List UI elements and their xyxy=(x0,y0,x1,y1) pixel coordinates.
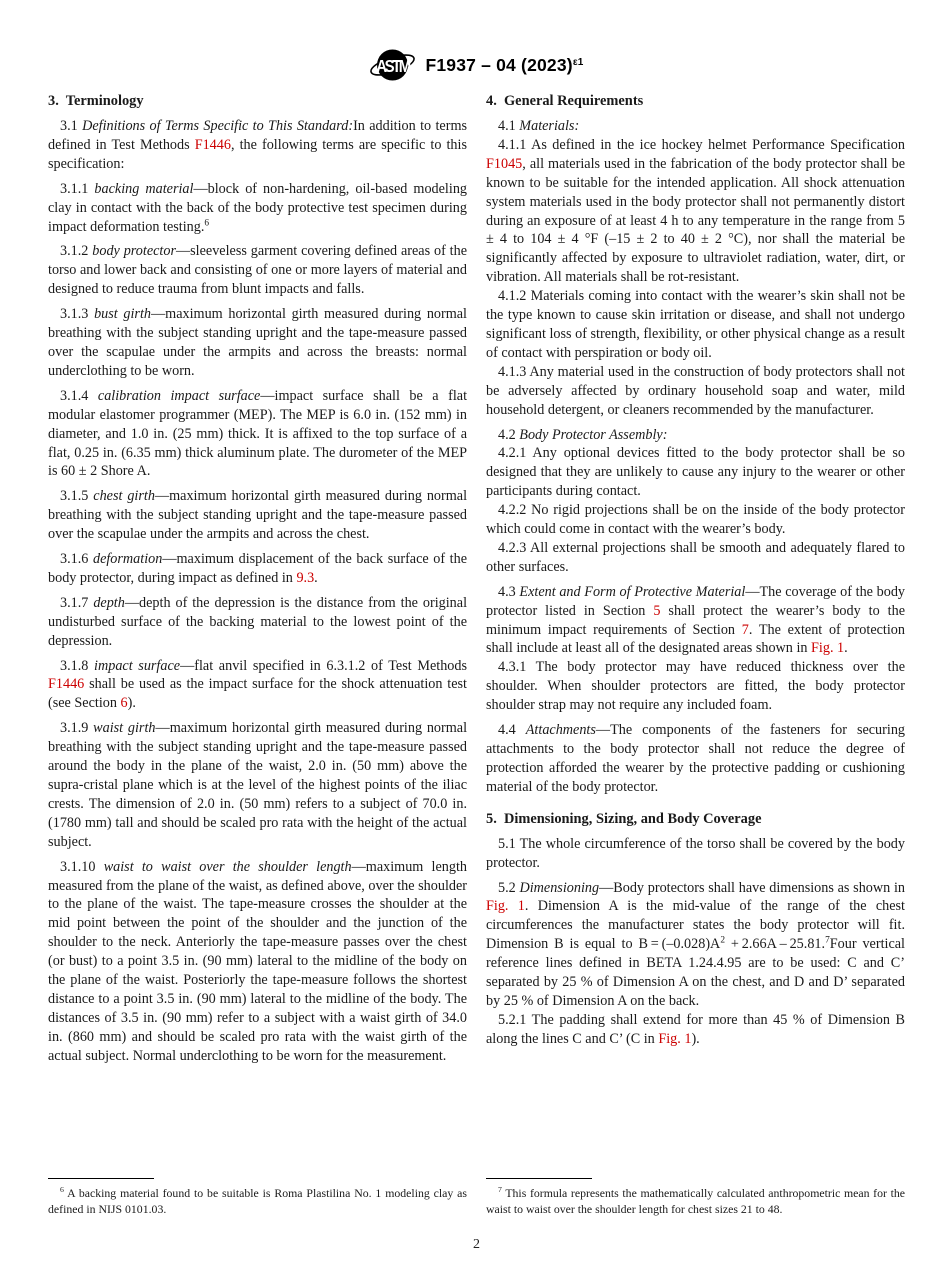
text-run: 3.1.2 xyxy=(60,243,93,260)
text-run: 4.3 xyxy=(498,583,520,600)
text-run: 4.2.1 Any optional devices fitted to the body protector shall be so designed that they are unlikely to cause any injury to the wearer or other participants during contact. xyxy=(486,445,905,500)
text-run: Definitions of Terms Specific to This Standard: xyxy=(82,118,354,134)
text-run: 3.1.8 xyxy=(60,657,95,674)
text-run: Materials: xyxy=(519,118,580,134)
text-run: 5.2 xyxy=(498,879,520,896)
text-run: 4.2 xyxy=(498,426,520,443)
paragraph xyxy=(48,858,467,1066)
text-run: 3.1.1 xyxy=(60,180,95,197)
text-run: 4.2.3 All external projections shall be smooth and adequately flared to other surfaces. xyxy=(486,539,905,575)
paragraph xyxy=(486,117,905,136)
text-run: 3.1.3 xyxy=(60,306,95,323)
text-run: ). xyxy=(127,695,136,712)
text-run: —maximum length measured from the plane of the waist, as defined above, over the shoulder to the plane of the waist. The tape-measure crosses the shoulder at the mid point between the point of the shoulder and the junction of the shoulder to the neck. Anteriorly the tape-measure passes over the chest (or bust) to a point 3.5 in. (90 mm) lateral to the midline of the body on the plane of the waist. Posteriorly the tape-measure follows the shortest distance to a point 3.5 in. (90 mm) lateral to the midline of the body. The distances of 3.5 in. (90 mm) refer to a subject with a waist girth of 34.0 in. (860 mm) and should be scaled pro rata with the waist girth of the actual subject. Normal underclothing to be worn for the measurement. xyxy=(48,858,468,1064)
text-run: . The extent of protection shall include at least all of the designated areas shown in xyxy=(486,621,905,657)
text-run: shall be used as the impact surface for the shock attenuation test (see Section xyxy=(48,676,467,712)
footnote-rule xyxy=(48,1178,154,1179)
paragraph xyxy=(48,719,467,851)
text-run: ). xyxy=(691,1030,700,1047)
text-run: 3.1.10 xyxy=(60,858,104,875)
paragraph xyxy=(48,387,467,482)
paragraph xyxy=(48,242,467,299)
standard-designation: F1937 – 04 (2023) xyxy=(425,54,573,75)
text-run: deformation xyxy=(92,551,163,568)
text-run: waist to waist over the shoulder length xyxy=(103,858,352,875)
right-column-text xyxy=(486,90,905,1049)
text-run: —maximum horizontal girth measured during normal breathing with the subject standing upright and the tape-measure passed over the scapulae under the armpits and across the breasts: normal underclothing to be worn. xyxy=(48,306,467,379)
text-run: . xyxy=(844,640,848,657)
two-column-body xyxy=(48,90,905,1218)
text-run: —maximum displacement of the back surface of the body protector, during impact as defined in xyxy=(48,551,467,586)
section-heading xyxy=(48,92,467,110)
text-run: chest girth xyxy=(93,488,155,505)
text-run: 3. Terminology xyxy=(48,93,144,109)
reference-link[interactable]: Fig. 1 xyxy=(811,640,845,657)
reference-link[interactable]: F1045 xyxy=(486,155,523,172)
designation-epsilon-sup: ε1 xyxy=(572,56,584,68)
footnote-reference: 7 xyxy=(825,935,830,946)
text-run: 4. General Requirements xyxy=(486,93,644,109)
text-run: calibration impact surface xyxy=(97,387,261,404)
text-run: + 2.66A – 25.81. xyxy=(725,936,826,953)
footnote-marker: 6 xyxy=(60,1185,64,1195)
text-run: depth xyxy=(93,594,125,611)
text-run: —sleeveless garment covering defined areas of the torso and lower back and consisting of one or more layers of material and designed to reduce trauma from blunt impacts and falls. xyxy=(48,243,468,298)
reference-link[interactable]: Fig. 1 xyxy=(658,1030,692,1047)
section-heading xyxy=(486,92,905,110)
text-run: . Dimension A is the mid-value of the range of the chest circumferences the manufacturer states the body protector will fit. Dimension B is equal to B = (–0.028)A xyxy=(486,898,905,953)
paragraph xyxy=(486,658,905,715)
footnote-text: This formula represents the mathematically calculated anthropometric mean for the waist to waist over the shoulder length for chest sizes 21 to 48. xyxy=(486,1186,905,1217)
paragraph xyxy=(486,721,905,797)
text-run: —maximum horizontal girth measured during normal breathing with the subject standing upright and the tape-measure passed over the scapulae under the armpits and across the chest. xyxy=(48,488,468,543)
paragraph xyxy=(486,287,905,363)
footnote-reference: 2 xyxy=(720,935,725,946)
text-run: 3.1.6 xyxy=(60,551,93,568)
reference-link[interactable]: F1446 xyxy=(48,676,85,693)
paragraph xyxy=(486,1011,905,1049)
text-run: Body Protector Assembly: xyxy=(519,426,668,443)
reference-link[interactable]: 9.3 xyxy=(296,569,315,586)
footnote-rule xyxy=(486,1178,592,1179)
left-column-text xyxy=(48,90,467,1066)
left-footnote xyxy=(48,1168,467,1218)
text-run: 4.1.2 Materials coming into contact with the wearer’s skin shall not be the type known to cause skin irritation or disease, and shall not undergo significant loss of strength, flexibility, or other physical change as a result of contact with perspiration or body oil. xyxy=(486,288,905,361)
text-run: 4.1 xyxy=(498,118,520,134)
page-footer xyxy=(48,1218,905,1272)
paragraph xyxy=(486,363,905,420)
footnote-marker: 7 xyxy=(498,1185,502,1195)
right-footnote xyxy=(486,1168,905,1218)
paragraph xyxy=(48,594,467,651)
text-run: 3.1.9 xyxy=(60,720,94,737)
paragraph xyxy=(486,583,905,659)
text-run: —block of non-hardening, oil-based modeling clay in contact with the back of the body protective test specimen during impact deformation testing. xyxy=(48,180,468,235)
svg-text:ASTM: ASTM xyxy=(376,57,410,77)
text-run: 5.1 The whole circumference of the torso shall be covered by the body protector. xyxy=(486,835,905,871)
text-run: Extent and Form of Protective Material xyxy=(519,583,746,600)
paragraph xyxy=(48,180,467,237)
page-number: 2 xyxy=(473,1237,480,1252)
text-run: 3.1.4 xyxy=(60,387,98,404)
text-run: . xyxy=(314,569,318,586)
text-run: 4.3.1 The body protector may have reduced thickness over the shoulder. When shoulder protectors are fitted, the body protector shoulder strap may not require any included foam. xyxy=(486,659,905,714)
reference-link[interactable]: Fig. 1 xyxy=(486,898,525,915)
text-run: 3.1.7 xyxy=(60,594,94,611)
reference-link[interactable]: 6 xyxy=(120,695,128,712)
paragraph xyxy=(48,117,467,174)
footnote-7 xyxy=(486,1186,905,1218)
text-run: shall protect the wearer’s body to the minimum impact requirements of Section xyxy=(486,602,905,638)
text-run: —maximum horizontal girth measured during normal breathing with the subject standing upright and the tape-measure passed around the body in the plane of the waist, 2.0 in. (50 mm) above the supra-cristal plane which is at the level of the highest points of the iliac crests. The dimension of 2.0 in. (50 mm) refers to a subject of 70.0 in. (1780 mm) tall and should be scaled pro rata with the height of the actual subject. xyxy=(48,720,468,850)
paragraph xyxy=(48,657,467,714)
text-run: 4.1.1 As defined in the ice hockey helmet Performance Specification xyxy=(498,136,905,153)
paragraph xyxy=(48,550,467,588)
paragraph xyxy=(486,879,905,1011)
paragraph xyxy=(48,487,467,544)
text-run: 4.4 xyxy=(498,722,526,739)
text-run: 4.2.2 No rigid projections shall be on the inside of the body protector which could come in contact with the wearer’s body. xyxy=(486,502,905,538)
text-run: —depth of the depression is the distance from the original undisturbed surface of the backing material to the lowest point of the depression. xyxy=(48,594,468,649)
text-run: 3.1.5 xyxy=(60,488,94,505)
text-run: , the following terms are specific to this specification: xyxy=(48,136,467,172)
text-run: 5. Dimensioning, Sizing, and Body Coverage xyxy=(486,810,762,827)
reference-link[interactable]: 7 xyxy=(741,621,749,638)
text-run: bust girth xyxy=(94,306,151,323)
left-column xyxy=(48,90,467,1218)
footnote-reference: 6 xyxy=(204,217,210,228)
text-run: —Body protectors shall have dimensions as shown in xyxy=(599,879,905,896)
text-run: , all materials used in the fabrication of the body protector shall be known to be suitable for the intended application. All shock attenuation system materials used in the body protector shall not permanently distort during an exposure of at least 4 h to any temperature in the range from 5 ± 4 to 104 ± 4 °F (–15 ± 2 to 40 ± 2 °C), nor shall the material be significantly affected by exposure to ultraviolet radiation, water, dirt, or vibration. All materials shall be rot-resistant. xyxy=(486,155,905,286)
text-run: 3.1 xyxy=(60,118,83,134)
text-run: Dimensioning xyxy=(519,879,600,896)
text-run: waist girth xyxy=(93,720,156,737)
text-run: impact surface xyxy=(94,657,181,674)
paragraph xyxy=(486,136,905,287)
right-column xyxy=(486,90,905,1218)
reference-link[interactable]: F1446 xyxy=(194,136,231,153)
paragraph xyxy=(486,444,905,501)
paragraph xyxy=(48,305,467,381)
paragraph xyxy=(486,539,905,577)
page-header xyxy=(48,40,905,90)
reference-link[interactable]: 5 xyxy=(653,602,661,619)
text-run: Four vertical reference lines defined in BETA 1.24.4.95 are to be used: C and C’ separated by 25 % of Dimension A on the chest, and D and D’ separated by 25 % of Dimension A on the back. xyxy=(486,936,905,1009)
footnote-text: A backing material found to be suitable is Roma Plastilina No. 1 modeling clay as defined in NIJS 0101.03. xyxy=(48,1186,467,1217)
text-run: backing material xyxy=(94,180,194,197)
text-run: Attachments xyxy=(525,722,596,739)
text-run: In addition to terms defined in Test Methods xyxy=(48,118,468,153)
footnote-6 xyxy=(48,1186,467,1218)
text-run: —The components of the fasteners for securing attachments to the body protector shall not reduce the degree of protection afforded the wearer by the protective padding or cushioning material of the body protector. xyxy=(486,722,906,795)
text-run: —flat anvil specified in 6.3.1.2 of Test Methods xyxy=(180,657,467,674)
text-run: 5.2.1 The padding shall extend for more than 45 % of Dimension B along the lines C and C’ (C in xyxy=(486,1011,905,1047)
page-title xyxy=(425,55,583,76)
paragraph xyxy=(486,501,905,539)
text-run: —impact surface shall be a flat modular elastomer programmer (MEP). The MEP is 6.0 in. (152 mm) in diameter, and 1.0 in. (25 mm) thick. It is affixed to the top surface of a flat, 0.25 in. (6.35 mm) thick aluminum plate. The durometer of the MEP is 60 ± 2 Shore A. xyxy=(48,387,468,480)
astm-logo-icon xyxy=(369,44,416,86)
section-heading xyxy=(486,810,905,828)
text-run: body protector xyxy=(92,243,176,260)
paragraph xyxy=(486,835,905,873)
text-run: 4.1.3 Any material used in the construction of body protectors shall not be adversely affected by ordinary household soap and water, mild household detergent, or cleaners recommended by the manufacturer. xyxy=(486,363,905,418)
paragraph xyxy=(486,426,905,445)
text-run: —The coverage of the body protector listed in Section xyxy=(486,583,906,619)
